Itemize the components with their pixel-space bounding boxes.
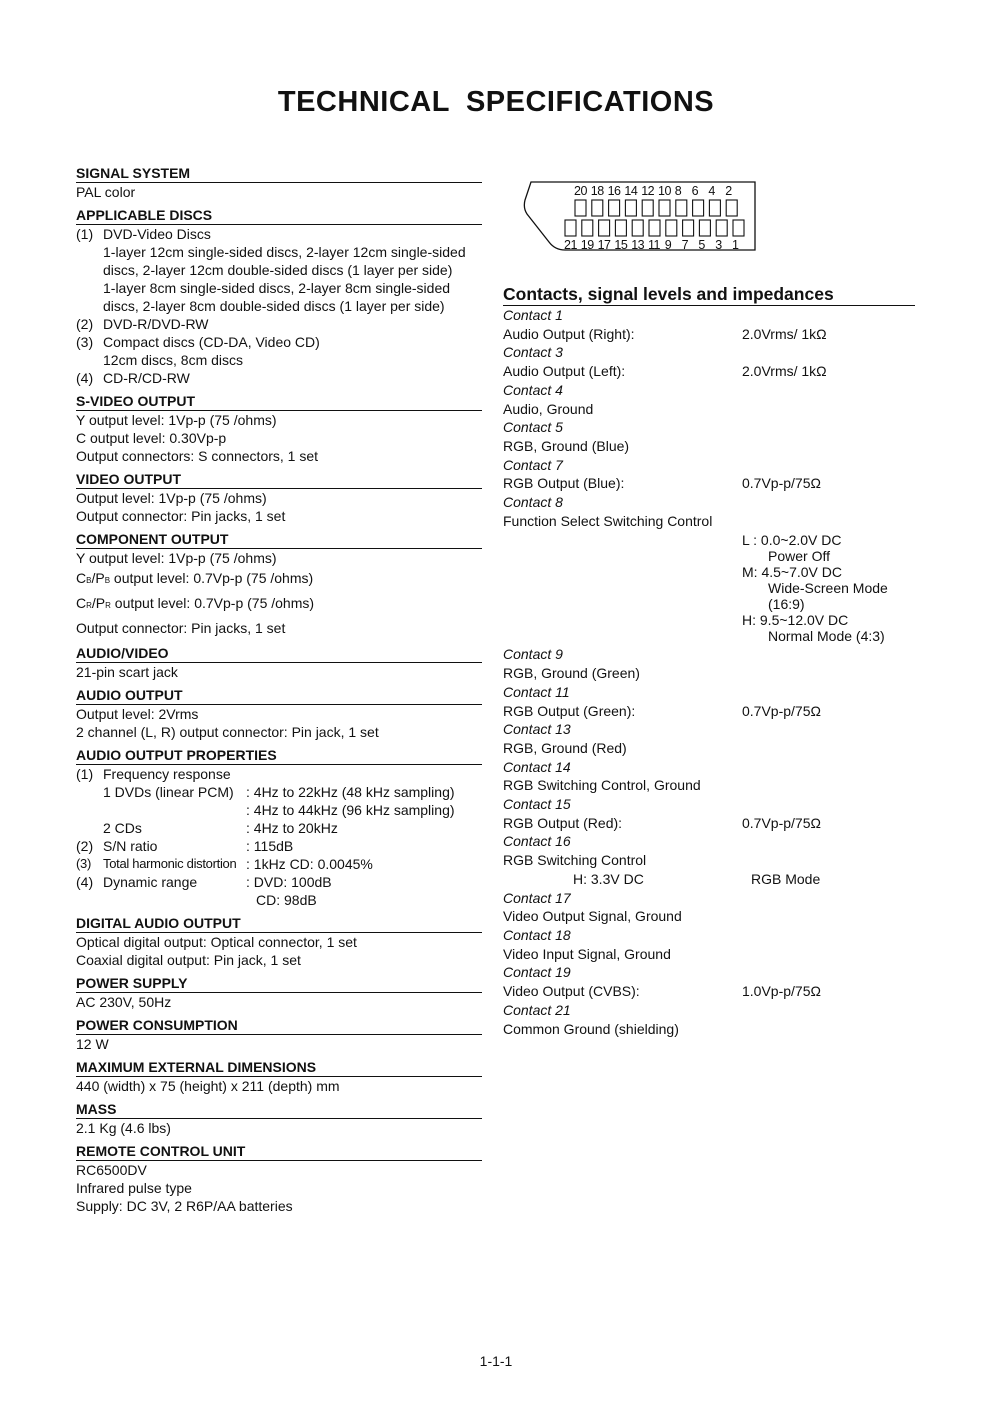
contact-description: Video Input Signal, Ground	[503, 945, 671, 962]
spec-value: : 4Hz to 44kHz (96 kHz sampling)	[246, 802, 455, 818]
spec-value: : 1kHz CD: 0.0045%	[246, 856, 373, 872]
pin-number: 9	[664, 238, 672, 252]
contact-row	[503, 945, 915, 964]
digital-audio-output-section	[76, 915, 482, 969]
section-heading: VIDEO OUTPUT	[76, 471, 482, 489]
level-low: L : 0.0~2.0V DC	[742, 532, 842, 549]
section-value: 2.1 Kg (4.6 lbs)	[76, 1120, 171, 1136]
section-heading: SIGNAL SYSTEM	[76, 165, 482, 183]
pb-letter: /P	[91, 570, 105, 586]
contact-label: Contact 7	[503, 456, 563, 473]
spec-row	[76, 819, 482, 837]
s-video-output-section	[76, 393, 482, 465]
pin-number: 12	[641, 184, 655, 198]
contact-row	[503, 512, 915, 531]
power-supply-section	[76, 975, 482, 1011]
item-text: Total harmonic distortion	[103, 856, 237, 871]
section-heading: REMOTE CONTROL UNIT	[76, 1143, 482, 1161]
item-number: (4)	[76, 370, 94, 386]
contact-row	[503, 362, 915, 381]
signal-system-section	[76, 165, 482, 201]
pin-slot	[693, 200, 704, 216]
section-heading: MAXIMUM EXTERNAL DIMENSIONS	[76, 1059, 482, 1077]
pr-subscript: R	[105, 601, 111, 610]
pin-number: 4	[708, 184, 715, 198]
pin-slot	[599, 220, 610, 236]
spec-row	[76, 837, 482, 855]
contact-row	[503, 437, 915, 456]
function-select-levels	[503, 532, 915, 644]
spec-row	[76, 783, 482, 801]
spec-line-cr	[76, 592, 482, 617]
pin-number: 8	[674, 184, 682, 198]
level-high: H: 3.3V DC	[573, 870, 644, 887]
contact-description: RGB, Ground (Red)	[503, 739, 627, 756]
section-heading: AUDIO/VIDEO	[76, 645, 482, 663]
level-mid-mode: Wide-Screen Mode	[768, 580, 888, 597]
pin-slot	[726, 200, 737, 216]
contact-row	[503, 814, 915, 833]
contact-value: 0.7Vp-p/75Ω	[742, 814, 821, 831]
level-high-mode: Normal Mode (4:3)	[768, 628, 885, 645]
contact-label: Contact 19	[503, 964, 571, 981]
spec-line: Optical digital output: Optical connector, 1 set	[76, 934, 357, 950]
pin-slot	[716, 220, 727, 236]
item-detail: 1-layer 12cm single-sided discs, 2-layer 12cm single-sided	[103, 244, 466, 260]
item-number: (2)	[76, 838, 94, 854]
section-heading: AUDIO OUTPUT PROPERTIES	[76, 747, 482, 765]
spec-line-cb	[76, 567, 482, 592]
spec-key	[76, 837, 246, 855]
contact-label: Contact 1	[503, 307, 563, 323]
pin-slot	[659, 200, 670, 216]
item-text: DVD-Video Discs	[103, 226, 211, 242]
spec-value: : 4Hz to 22kHz (48 kHz sampling)	[246, 784, 455, 800]
list-item	[76, 765, 482, 783]
contact-row	[503, 664, 915, 683]
spec-key: 2 CDs	[103, 820, 142, 836]
spec-line: Output connector: Pin jacks, 1 set	[76, 508, 286, 524]
spec-line: Output connectors: S connectors, 1 set	[76, 448, 319, 464]
contact-row	[503, 702, 915, 721]
spec-line: 2 channel (L, R) output connector: Pin jack, 1 set	[76, 724, 379, 740]
contact-description: RGB Output (Red):	[503, 814, 623, 831]
pin-number: 7	[681, 238, 689, 252]
item-number: (3)	[76, 334, 94, 350]
level-mid: M: 4.5~7.0V DC	[742, 564, 842, 581]
remote-control-section	[76, 1143, 482, 1215]
item-number: (4)	[76, 874, 94, 890]
pin-slot	[615, 220, 626, 236]
list-item	[76, 369, 482, 387]
contact-description: Video Output (CVBS):	[503, 983, 640, 1000]
contact-row	[503, 851, 915, 870]
audio-output-properties-section	[76, 747, 482, 909]
contact-label: Contact 16	[503, 833, 571, 850]
contact-description: RGB, Ground (Blue)	[503, 437, 630, 454]
section-value: 21-pin scart jack	[76, 664, 178, 680]
contact-label: Contact 5	[503, 419, 563, 436]
contact-row	[503, 776, 915, 795]
contacts-list	[503, 889, 915, 1039]
spec-row	[76, 891, 482, 909]
section-heading: COMPONENT OUTPUT	[76, 531, 482, 549]
item-number: (1)	[76, 766, 94, 782]
spec-line: Output level: 2Vrms	[76, 706, 199, 722]
section-heading: DIGITAL AUDIO OUTPUT	[76, 915, 482, 933]
spec-value: : 4Hz to 20kHz	[246, 820, 338, 836]
contact-row	[503, 982, 915, 1001]
pin-number: 10	[658, 184, 671, 198]
item-number: (1)	[76, 226, 94, 242]
applicable-discs-section	[76, 207, 482, 387]
item-text: S/N ratio	[103, 838, 158, 854]
page-title: TECHNICAL SPECIFICATIONS	[277, 86, 715, 118]
contact-description: Common Ground (shielding)	[503, 1020, 679, 1037]
spec-line: Infrared pulse type	[76, 1180, 192, 1196]
item-text: CD-R/CD-RW	[103, 370, 190, 386]
list-item	[76, 225, 482, 243]
list-item	[76, 333, 482, 351]
pin-slot	[609, 200, 620, 216]
specs-column	[76, 165, 482, 1221]
section-heading: APPLICABLE DISCS	[76, 207, 482, 225]
spec-line: Y output level: 1Vp-p (75 /ohms)	[76, 550, 277, 566]
spec-row	[76, 801, 482, 819]
power-consumption-section	[76, 1017, 482, 1053]
spec-line: Coaxial digital output: Pin jack, 1 set	[76, 952, 301, 968]
spec-row	[76, 873, 482, 891]
cb-letter: C	[76, 570, 87, 586]
section-heading: S-VIDEO OUTPUT	[76, 393, 482, 411]
pin-slot	[709, 200, 720, 216]
section-value: 12 W	[76, 1036, 109, 1052]
section-value: 440 (width) x 75 (height) x 211 (depth) mm	[76, 1078, 340, 1094]
pin-slot	[666, 220, 677, 236]
pin-number: 17	[597, 238, 611, 252]
spec-row	[76, 855, 482, 873]
contact-description: Audio Output (Right):	[503, 325, 635, 342]
item-detail: discs, 2-layer 8cm double-sided discs (1 layer per side)	[103, 298, 445, 314]
pin-slot	[733, 220, 744, 236]
pin-slot	[582, 220, 593, 236]
pin-number: 13	[631, 238, 645, 252]
spec-line: Y output level: 1Vp-p (75 /ohms)	[76, 412, 277, 428]
contacts-list	[503, 645, 915, 869]
section-value: AC 230V, 50Hz	[76, 994, 172, 1010]
cr-value: output level: 0.7Vp-p (75 /ohms)	[110, 595, 315, 611]
spec-line: RC6500DV	[76, 1162, 147, 1178]
contact-description: Audio Output (Left):	[503, 363, 626, 380]
audio-video-section	[76, 645, 482, 681]
contacts-list	[503, 306, 915, 530]
contact-value: 1.0Vp-p/75Ω	[742, 983, 821, 1000]
pb-subscript: B	[104, 576, 111, 585]
pin-number: 21	[564, 238, 577, 252]
item-detail: 1-layer 8cm single-sided discs, 2-layer 8cm single-sided	[103, 280, 451, 296]
level-high: H: 9.5~12.0V DC	[742, 612, 849, 629]
contact-label: Contact 17	[503, 889, 571, 906]
contact-row	[503, 325, 915, 344]
contact-row	[503, 1020, 915, 1039]
item-text: Dynamic range	[103, 874, 198, 890]
pin-number: 2	[725, 184, 732, 198]
item-number: (3)	[76, 856, 91, 871]
section-heading: MASS	[76, 1101, 482, 1119]
spec-line: C output level: 0.30Vp-p	[76, 430, 227, 446]
pin-number: 3	[715, 238, 722, 252]
contact-description: RGB Output (Green):	[503, 702, 636, 719]
pin-slot	[699, 220, 710, 236]
section-heading: AUDIO OUTPUT	[76, 687, 482, 705]
list-item	[76, 315, 482, 333]
pin-slot	[625, 200, 636, 216]
contact-value: 0.7Vp-p/75Ω	[742, 702, 821, 719]
item-text: Compact discs (CD-DA, Video CD)	[103, 334, 320, 350]
contact-value: 0.7Vp-p/75Ω	[742, 475, 821, 492]
section-value: PAL color	[76, 184, 136, 200]
contacts-heading: Contacts, signal levels and impedances	[503, 284, 915, 306]
level-low-mode: Power Off	[768, 548, 830, 565]
contact-label: Contact 21	[503, 1001, 571, 1018]
spec-line: Output connector: Pin jacks, 1 set	[76, 620, 286, 636]
item-detail: discs, 2-layer 12cm double-sided discs (1 layer per side)	[103, 262, 453, 278]
cr-letter: C	[76, 595, 87, 611]
contact-label: Contact 3	[503, 344, 563, 361]
scart-connector-diagram	[523, 176, 763, 256]
contact-description: Video Output Signal, Ground	[503, 908, 682, 925]
contact-row	[503, 907, 915, 926]
cb-subscript: B	[86, 576, 92, 585]
item-text: Frequency response	[103, 766, 231, 782]
contact-description: RGB Output (Blue):	[503, 475, 625, 492]
pin-number: 5	[698, 238, 705, 252]
contact-label: Contact 11	[503, 683, 570, 700]
video-output-section	[76, 471, 482, 525]
spec-key-empty	[76, 891, 246, 909]
pin-number: 19	[580, 238, 594, 252]
pin-number: 11	[648, 238, 660, 252]
contact-label: Contact 18	[503, 926, 571, 943]
rgb-switch-level	[503, 870, 915, 889]
item-detail: 12cm discs, 8cm discs	[103, 352, 244, 368]
section-heading: POWER CONSUMPTION	[76, 1017, 482, 1035]
pin-number: 15	[614, 238, 628, 252]
contact-label: Contact 13	[503, 721, 571, 738]
pin-number: 20	[574, 184, 587, 198]
spec-key: 1 DVDs (linear PCM)	[103, 784, 234, 800]
spec-key	[76, 855, 246, 873]
pin-slot	[565, 220, 576, 236]
level-mid-ratio: (16:9)	[768, 596, 805, 613]
mass-section	[76, 1101, 482, 1137]
level-mode: RGB Mode	[751, 870, 821, 887]
pin-number: 14	[624, 184, 638, 198]
pin-slot	[575, 200, 586, 216]
spec-value: : 115dB	[246, 838, 294, 854]
pin-slot	[632, 220, 643, 236]
contact-label: Contact 8	[503, 494, 563, 511]
component-output-section	[76, 531, 482, 639]
contact-value: 2.0Vrms/ 1kΩ	[742, 363, 827, 380]
pin-number: 18	[590, 184, 604, 198]
audio-output-section	[76, 687, 482, 741]
spec-key-empty	[76, 801, 246, 819]
contact-label: Contact 9	[503, 646, 563, 663]
pr-letter: /P	[91, 595, 106, 611]
pin-number: 16	[607, 184, 621, 198]
section-heading: POWER SUPPLY	[76, 975, 482, 993]
spec-line: Output level: 1Vp-p (75 /ohms)	[76, 490, 267, 506]
contact-label: Contact 15	[503, 796, 571, 813]
contact-label: Contact 14	[503, 758, 571, 775]
pin-slot	[683, 220, 694, 236]
contact-row	[503, 474, 915, 493]
contact-description: Function Select Switching Control	[503, 512, 713, 529]
spec-key	[76, 873, 246, 891]
contact-description: RGB Switching Control, Ground	[503, 777, 701, 794]
spec-value: : DVD: 100dB	[246, 874, 332, 890]
contact-row	[503, 739, 915, 758]
max-dimensions-section	[76, 1059, 482, 1095]
item-number: (2)	[76, 316, 94, 332]
page-number: 1-1-1	[479, 1353, 513, 1369]
pin-number: 1	[732, 238, 739, 252]
cr-subscript: R	[86, 601, 92, 610]
pin-number: 6	[691, 184, 699, 198]
pin-slot	[642, 200, 653, 216]
contact-label: Contact 4	[503, 381, 563, 398]
contact-value: 2.0Vrms/ 1kΩ	[742, 325, 827, 342]
contact-description: Audio, Ground	[503, 400, 594, 417]
contact-description: RGB Switching Control	[503, 852, 647, 869]
item-text: DVD-R/DVD-RW	[103, 316, 209, 332]
cb-value: output level: 0.7Vp-p (75 /ohms)	[110, 570, 314, 586]
pin-slot	[676, 200, 687, 216]
spec-line: Supply: DC 3V, 2 R6P/AA batteries	[76, 1198, 293, 1214]
pin-slot	[592, 200, 603, 216]
contacts-column	[503, 284, 915, 1038]
contact-description: RGB, Ground (Green)	[503, 665, 640, 682]
contact-row	[503, 400, 915, 419]
spec-value: CD: 98dB	[256, 892, 317, 908]
pin-slot	[649, 220, 660, 236]
